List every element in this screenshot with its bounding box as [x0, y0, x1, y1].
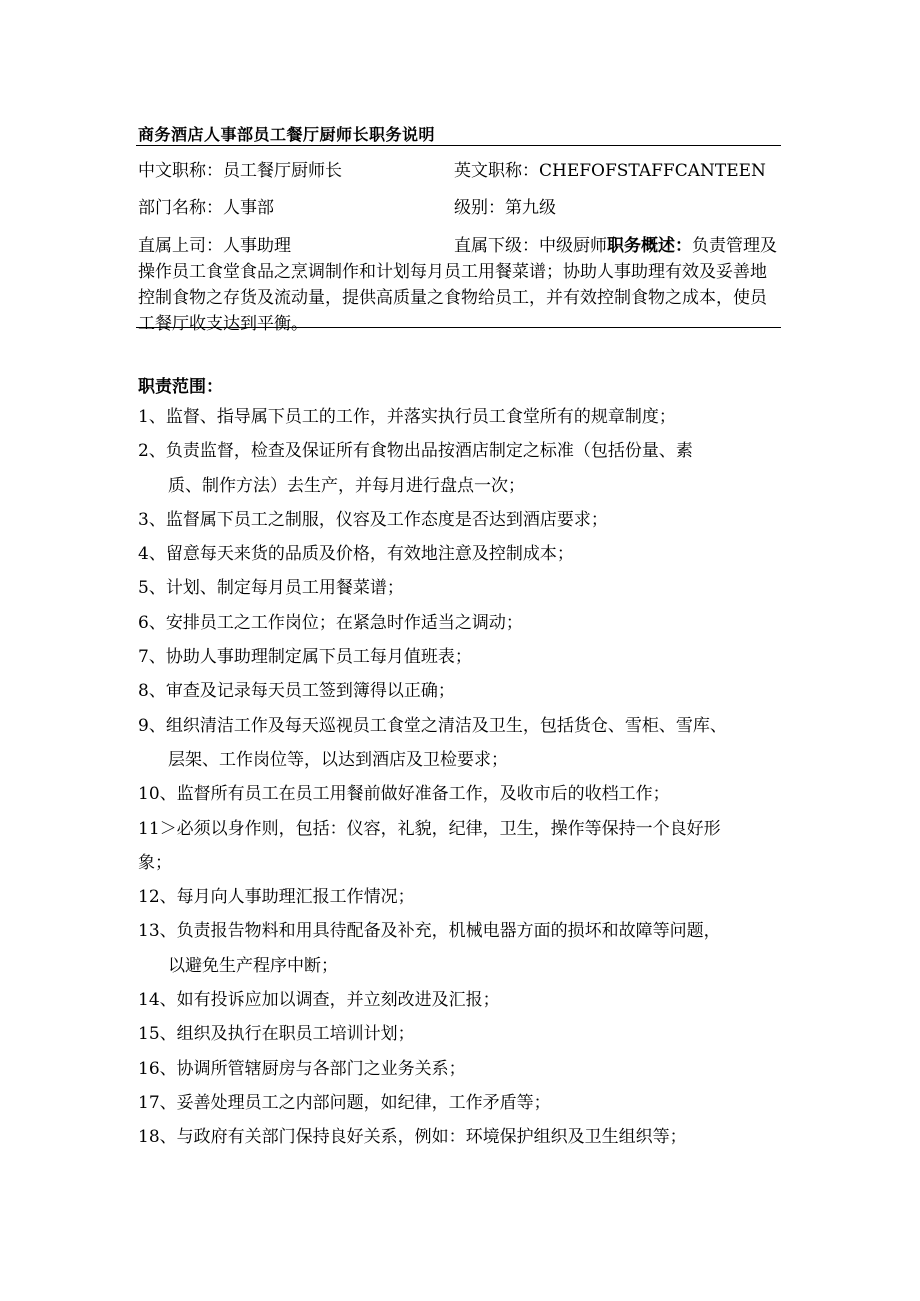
duties-list	[138, 400, 788, 1155]
duty-line: 8、审查及记录每天员工签到簿得以正确；	[138, 681, 455, 702]
duty-item	[138, 1120, 788, 1154]
reporting-and-summary-block	[138, 233, 783, 337]
duty-item	[138, 914, 788, 983]
duty-continuation: 以避免生产程序中断；	[168, 955, 338, 976]
duty-item	[138, 434, 788, 503]
duty-line: 9、组织清洁工作及每天巡视员工食堂之清洁及卫生，包括货仓、雪柜、雪库、	[138, 715, 727, 736]
duty-item	[138, 537, 788, 571]
duty-item	[138, 983, 788, 1017]
duty-item	[138, 812, 788, 881]
duty-line: 4、留意每天来货的品质及价格，有效地注意及控制成本；	[138, 544, 574, 565]
duty-line: 10、监督所有员工在员工用餐前做好准备工作，及收市后的收档工作；	[138, 784, 670, 805]
duty-item	[138, 674, 788, 708]
duty-line: 3、监督属下员工之制服，仪容及工作态度是否达到酒店要求；	[138, 509, 608, 530]
duty-item	[138, 640, 788, 674]
summary-divider	[136, 327, 781, 328]
duties-heading: 职责范围：	[138, 377, 223, 397]
duty-continuation: 象；	[138, 852, 172, 873]
level-field: 级别：第九级	[454, 198, 556, 218]
duty-line: 5、计划、制定每月员工用餐菜谱；	[138, 578, 404, 599]
summary-heading: 职务概述：	[607, 236, 692, 256]
duty-line: 16、协调所管辖厨房与各部门之业务关系；	[138, 1058, 466, 1079]
summary-text: 负责管理及操作员工食堂食品之烹调制作和计划每月员工用餐菜谱；协助人事助理有效及妥善地控制食物之存货及流动量，提供高质量之食物给员工，并有效控制食物之成本，使员工餐厅收支达到平衡。	[138, 236, 777, 334]
duty-item	[138, 777, 788, 811]
duty-line: 18、与政府有关部门保持良好关系，例如：环境保护组织及卫生组织等；	[138, 1127, 687, 1148]
duty-item	[138, 1086, 788, 1120]
duty-line: 17、妥善处理员工之内部问题，如纪律，工作矛盾等；	[138, 1092, 551, 1113]
duty-line: 2、负责监督，检查及保证所有食物出品按酒店制定之标准（包括份量、素	[138, 441, 693, 462]
duty-item	[138, 1052, 788, 1086]
duty-item	[138, 880, 788, 914]
duty-line: 14、如有投诉应加以调查，并立刻改进及汇报；	[138, 990, 500, 1011]
duty-line: 7、协助人事助理制定属下员工每月值班表；	[138, 647, 472, 668]
duty-line: 12、每月向人事助理汇报工作情况；	[138, 887, 415, 908]
duty-continuation: 层架、工作岗位等，以达到酒店及卫检要求；	[168, 749, 508, 770]
document-title: 商务酒店人事部员工餐厅厨师长职务说明	[138, 125, 436, 144]
duty-item	[138, 503, 788, 537]
duty-item	[138, 400, 788, 434]
duty-item	[138, 606, 788, 640]
duty-line: 13、负责报告物料和用具待配备及补充，机械电器方面的损坏和故障等问题，	[138, 921, 721, 942]
title-divider	[136, 145, 781, 146]
duty-line: 15、组织及执行在职员工培训计划；	[138, 1024, 415, 1045]
duty-line: 11＞必须以身作则，包括：仪容，礼貌，纪律，卫生，操作等保持一个良好形	[138, 818, 721, 839]
chinese-title-field: 中文职称：员工餐厅厨师长	[138, 161, 342, 181]
duty-line: 6、安排员工之工作岗位；在紧急时作适当之调动；	[138, 612, 523, 633]
subordinate-field: 直属下级：中级厨师	[454, 236, 607, 256]
english-title-field: 英文职称：CHEFOFSTAFFCANTEEN	[454, 161, 766, 181]
duty-continuation: 质、制作方法）去生产，并每月进行盘点一次；	[168, 475, 525, 496]
department-field: 部门名称：人事部	[138, 198, 274, 218]
duty-item	[138, 1017, 788, 1051]
duty-item	[138, 709, 788, 778]
superior-field: 直属上司：人事助理	[138, 236, 291, 256]
duty-line: 1、监督、指导属下员工的工作，并落实执行员工食堂所有的规章制度；	[138, 407, 676, 427]
duty-item	[138, 571, 788, 605]
